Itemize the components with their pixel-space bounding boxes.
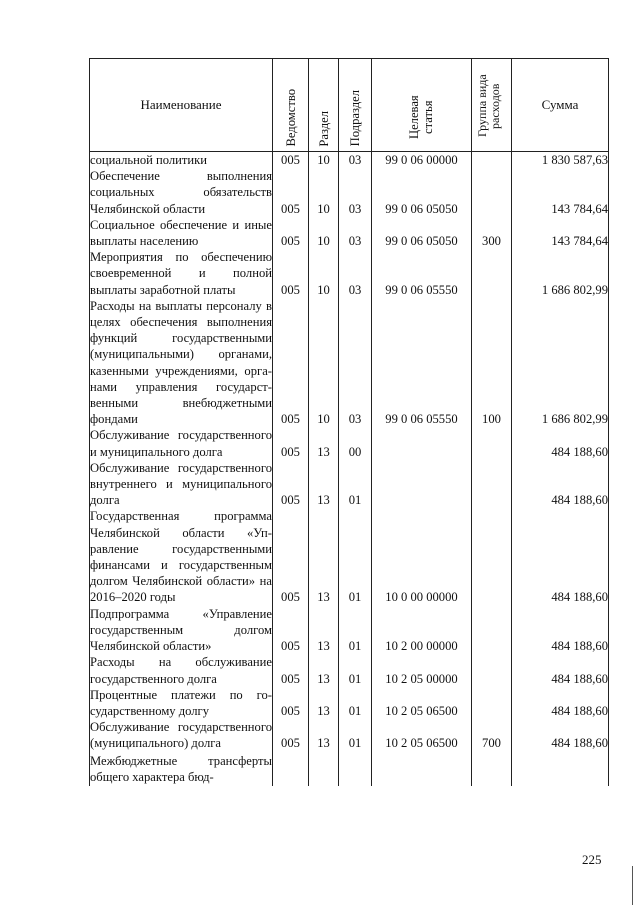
table-header-row bbox=[90, 59, 609, 152]
cell-target-article: 99 0 06 05050 bbox=[372, 168, 472, 217]
table-row bbox=[90, 427, 609, 459]
cell-name: Подпрограмма «Управление государственным долгом Челябинской области» bbox=[90, 606, 272, 654]
cell-subsection: 01 bbox=[339, 719, 372, 751]
cell-department: 005 bbox=[273, 298, 309, 428]
cell-department: 005 bbox=[273, 687, 309, 719]
header-expense-group: Группа вида расходов bbox=[474, 74, 502, 138]
cell-department: 005 bbox=[273, 460, 309, 509]
cell-section: 10 bbox=[309, 249, 339, 298]
table-row bbox=[90, 719, 609, 751]
cell-section: 13 bbox=[309, 719, 339, 751]
cell-section: 13 bbox=[309, 687, 339, 719]
cell-expense-group bbox=[472, 460, 512, 509]
table-row bbox=[90, 249, 609, 298]
cell-name: Расходы на выплаты персоналу в целях обеспечения выполнения функций государственными (муниципальными) органами, казенными учреждениями, органами управления государственными внебюджетными фондами bbox=[90, 298, 272, 427]
cell-name: Обслуживание государственного и муниципального долга bbox=[90, 428, 272, 459]
cell-department: 005 bbox=[273, 606, 309, 655]
cell-amount: 484 188,60 bbox=[512, 606, 609, 655]
cell-department: 005 bbox=[273, 508, 309, 605]
table-row bbox=[90, 752, 609, 786]
cell-expense-group bbox=[472, 427, 512, 459]
cell-expense-group bbox=[472, 249, 512, 298]
cell-name: социальной политики bbox=[90, 152, 273, 169]
scan-edge-mark bbox=[632, 866, 633, 905]
cell-expense-group: 700 bbox=[472, 719, 512, 751]
table-row bbox=[90, 654, 609, 686]
cell-expense-group bbox=[472, 152, 512, 169]
cell-expense-group bbox=[472, 654, 512, 686]
cell-subsection: 03 bbox=[339, 168, 372, 217]
cell-amount bbox=[512, 752, 609, 786]
cell-subsection: 03 bbox=[339, 249, 372, 298]
cell-department: 005 bbox=[273, 719, 309, 751]
cell-target-article: 10 2 05 06500 bbox=[372, 687, 472, 719]
cell-subsection: 01 bbox=[339, 606, 372, 655]
cell-name: Обеспечение выполнения социальных обязательств Челябинской области bbox=[90, 169, 272, 216]
table-row bbox=[90, 152, 609, 169]
cell-amount: 143 784,64 bbox=[512, 217, 609, 249]
header-amount: Сумма bbox=[512, 59, 609, 152]
cell-subsection: 00 bbox=[339, 427, 372, 459]
cell-target-article bbox=[372, 427, 472, 459]
cell-subsection: 03 bbox=[339, 152, 372, 169]
cell-target-article: 10 2 05 00000 bbox=[372, 654, 472, 686]
cell-department: 005 bbox=[273, 654, 309, 686]
cell-expense-group: 300 bbox=[472, 217, 512, 249]
cell-section: 13 bbox=[309, 606, 339, 655]
cell-section: 13 bbox=[309, 427, 339, 459]
cell-name: Расходы на обслуживание государственного долга bbox=[90, 655, 272, 686]
cell-target-article: 99 0 06 05550 bbox=[372, 298, 472, 428]
cell-target-article bbox=[372, 460, 472, 509]
cell-name: Обслуживание государственного (муниципального) долга bbox=[90, 720, 272, 751]
cell-target-article: 99 0 06 05550 bbox=[372, 249, 472, 298]
table-row bbox=[90, 168, 609, 217]
budget-table bbox=[89, 58, 609, 786]
cell-amount: 484 188,60 bbox=[512, 687, 609, 719]
cell-subsection: 03 bbox=[339, 217, 372, 249]
cell-section: 13 bbox=[309, 508, 339, 605]
table-row bbox=[90, 508, 609, 605]
cell-department: 005 bbox=[273, 249, 309, 298]
cell-target-article bbox=[372, 752, 472, 786]
header-subsection: Подраздел bbox=[348, 90, 362, 147]
cell-expense-group bbox=[472, 168, 512, 217]
cell-expense-group bbox=[472, 508, 512, 605]
cell-name: Государственная программа Челябинской области «Управление государственными финансами и государственным долгом Челябинской области» на 2016–2020 годы bbox=[90, 509, 272, 605]
cell-subsection: 01 bbox=[339, 460, 372, 509]
cell-department: 005 bbox=[273, 152, 309, 169]
cell-name: Обслуживание государственного внутреннего и муниципального долга bbox=[90, 460, 272, 508]
cell-subsection: 03 bbox=[339, 298, 372, 428]
cell-department bbox=[273, 752, 309, 786]
cell-amount: 484 188,60 bbox=[512, 427, 609, 459]
cell-name: Межбюджетные трансферты общего характера бюд- bbox=[90, 752, 273, 786]
cell-subsection bbox=[339, 752, 372, 786]
cell-expense-group bbox=[472, 752, 512, 786]
table-row bbox=[90, 606, 609, 655]
cell-name: Социальное обеспечение и иные выплаты населению bbox=[90, 217, 272, 249]
table-row bbox=[90, 217, 609, 249]
header-name: Наименование bbox=[90, 59, 273, 152]
cell-amount: 1 830 587,63 bbox=[512, 152, 609, 169]
cell-target-article: 99 0 06 00000 bbox=[372, 152, 472, 169]
cell-target-article: 99 0 06 05050 bbox=[372, 217, 472, 249]
cell-expense-group: 100 bbox=[472, 298, 512, 428]
page-number: 225 bbox=[582, 852, 602, 867]
cell-department: 005 bbox=[273, 168, 309, 217]
cell-section: 10 bbox=[309, 217, 339, 249]
header-section: Раздел bbox=[316, 111, 331, 147]
cell-expense-group bbox=[472, 687, 512, 719]
cell-department: 005 bbox=[273, 217, 309, 249]
cell-section: 10 bbox=[309, 298, 339, 428]
header-target-article: Целевая статья bbox=[406, 94, 435, 139]
cell-section bbox=[309, 752, 339, 786]
cell-amount: 484 188,60 bbox=[512, 719, 609, 751]
cell-target-article: 10 0 00 00000 bbox=[372, 508, 472, 605]
cell-section: 10 bbox=[309, 168, 339, 217]
cell-section: 10 bbox=[309, 152, 339, 169]
cell-amount: 484 188,60 bbox=[512, 654, 609, 686]
cell-subsection: 01 bbox=[339, 687, 372, 719]
cell-subsection: 01 bbox=[339, 654, 372, 686]
cell-name: Процентные платежи по государственному долгу bbox=[90, 687, 272, 718]
table-row bbox=[90, 298, 609, 428]
cell-expense-group bbox=[472, 606, 512, 655]
cell-amount: 484 188,60 bbox=[512, 460, 609, 509]
cell-target-article: 10 2 00 00000 bbox=[372, 606, 472, 655]
header-department: Ведомство bbox=[283, 89, 298, 147]
cell-subsection: 01 bbox=[339, 508, 372, 605]
cell-section: 13 bbox=[309, 460, 339, 509]
cell-department: 005 bbox=[273, 427, 309, 459]
table-row bbox=[90, 687, 609, 719]
cell-section: 13 bbox=[309, 654, 339, 686]
cell-target-article: 10 2 05 06500 bbox=[372, 719, 472, 751]
cell-amount: 1 686 802,99 bbox=[512, 249, 609, 298]
cell-amount: 484 188,60 bbox=[512, 508, 609, 605]
table-row bbox=[90, 460, 609, 509]
cell-amount: 1 686 802,99 bbox=[512, 298, 609, 428]
cell-name: Мероприятия по обеспечению своевременной и полной выплаты заработной платы bbox=[90, 250, 272, 297]
cell-amount: 143 784,64 bbox=[512, 168, 609, 217]
